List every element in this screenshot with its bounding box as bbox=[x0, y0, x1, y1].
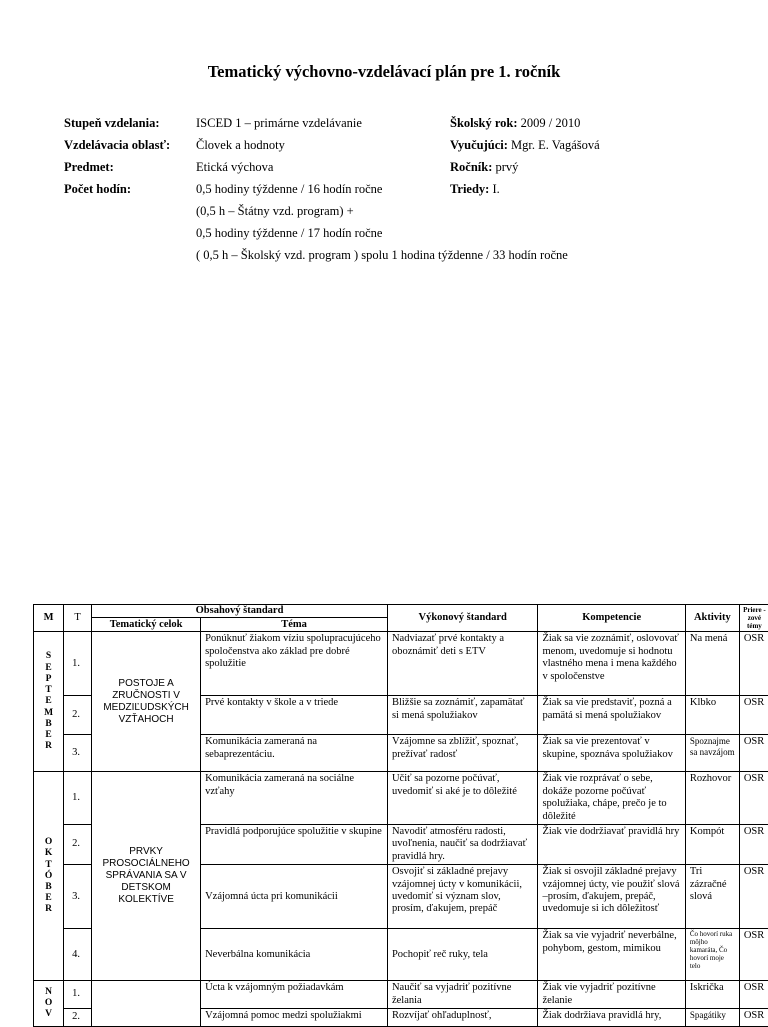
info-label: Vyučujúci: bbox=[450, 138, 508, 152]
vykon-cell: Nadviazať prvé kontakty a oboznámiť deti s ETV bbox=[387, 632, 538, 696]
hour-number: 1. bbox=[64, 981, 92, 1009]
vykon-cell: Učiť sa pozorne počúvať, uvedomiť si aké je to dôležité bbox=[387, 772, 538, 825]
tema-cell: Komunikácia zameraná na sebaprezentáciu. bbox=[201, 735, 388, 772]
celok-postoje: POSTOJE A ZRUČNOSTI V MEDZIĽUDSKÝCH VZŤAHOCH bbox=[92, 632, 201, 772]
prierez-cell: OSR bbox=[739, 1009, 768, 1027]
header-aktivity: Aktivity bbox=[685, 605, 739, 632]
komp-cell: Žiak vie vyjadriť pozitívne želanie bbox=[538, 981, 685, 1009]
info-value: Mgr. E. Vagášová bbox=[508, 138, 600, 152]
info-row-rocnik bbox=[450, 156, 600, 178]
komp-cell: Žiak sa vie vyjadriť neverbálne, pohybom, gestom, mimikou bbox=[538, 929, 685, 981]
tema-cell: Vzájomná úcta pri komunikácii bbox=[201, 865, 388, 929]
info-extra-line: ( 0,5 h – Školský vzd. program ) spolu 1 hodina týždenne / 33 hodín ročne bbox=[64, 244, 170, 266]
header-tema: Téma bbox=[201, 618, 388, 632]
hour-number: 4. bbox=[64, 929, 92, 981]
header-obsahovy: Obsahový štandard bbox=[92, 605, 388, 618]
aktivity-cell: Rozhovor bbox=[685, 772, 739, 825]
info-row-triedy bbox=[450, 178, 600, 200]
tema-cell: Ponúknuť žiakom víziu spolupracujúceho spoločenstva ako základ pre dobré spolužitie bbox=[201, 632, 388, 696]
komp-cell: Žiak vie rozprávať o sebe, dokáže pozorne počúvať spolužiaka, chápe, prečo je to dôležité bbox=[538, 772, 685, 825]
table-row bbox=[34, 981, 768, 1009]
hour-number: 2. bbox=[64, 696, 92, 735]
header-month: M bbox=[34, 605, 64, 632]
komp-cell: Žiak sa vie predstaviť, pozná a pamätá si mená spolužiakov bbox=[538, 696, 685, 735]
info-value: Človek a hodnoty bbox=[196, 134, 285, 156]
info-label: Ročník: bbox=[450, 160, 492, 174]
month-november: N O V bbox=[34, 981, 64, 1027]
info-label: Predmet: bbox=[64, 160, 114, 174]
prierez-cell: OSR bbox=[739, 825, 768, 865]
info-row-predmet bbox=[64, 156, 170, 178]
info-value: Etická výchova bbox=[196, 156, 273, 178]
hour-number: 1. bbox=[64, 772, 92, 825]
hour-number: 2. bbox=[64, 825, 92, 865]
prierez-cell: OSR bbox=[739, 735, 768, 772]
celok-prvky: PRVKY PROSOCIÁLNEHO SPRÁVANIA SA V DETSKOM KOLEKTÍVE bbox=[92, 772, 201, 981]
prierez-cell: OSR bbox=[739, 696, 768, 735]
info-value: 2009 / 2010 bbox=[518, 116, 581, 130]
info-extra-line: 0,5 hodiny týždenne / 17 hodín ročne bbox=[64, 222, 170, 244]
komp-cell: Žiak vie dodržiavať pravidlá hry bbox=[538, 825, 685, 865]
vykon-cell: Osvojiť si základné prejavy vzájomnej úcty v komunikácii, uvedomiť si význam slov, prosím, ďakujem, prepáč bbox=[387, 865, 538, 929]
info-label: Stupeň vzdelania: bbox=[64, 116, 160, 130]
aktivity-cell: Tri zázračné slová bbox=[685, 865, 739, 929]
vykon-cell: Vzájomne sa zblížiť, spoznať, prežívať radosť bbox=[387, 735, 538, 772]
info-row-stupen bbox=[64, 112, 170, 134]
hour-number: 3. bbox=[64, 865, 92, 929]
vykon-cell: Naučiť sa vyjadriť pozitívne želania bbox=[387, 981, 538, 1009]
komp-cell: Žiak sa vie zoznámiť, oslovovať menom, uvedomuje si hodnotu vlastného mena i mena každého v spoločenstve bbox=[538, 632, 685, 696]
prierez-cell: OSR bbox=[739, 772, 768, 825]
table-row bbox=[34, 632, 768, 696]
aktivity-cell: Spoznajme sa navzájom bbox=[685, 735, 739, 772]
tema-cell: Prvé kontakty v škole a v triede bbox=[201, 696, 388, 735]
aktivity-cell: Čo hovorí ruka môjho kamaráta, Čo hovorí moje telo bbox=[685, 929, 739, 981]
tema-cell: Úcta k vzájomným požiadavkám bbox=[201, 981, 388, 1009]
hour-number: 2. bbox=[64, 1009, 92, 1027]
prierez-cell: OSR bbox=[739, 929, 768, 981]
komp-cell: Žiak dodržiava pravidlá hry, bbox=[538, 1009, 685, 1027]
prierez-cell: OSR bbox=[739, 865, 768, 929]
header-hour: T bbox=[64, 605, 92, 632]
info-value: prvý bbox=[492, 160, 518, 174]
komp-cell: Žiak sa vie prezentovať v skupine, spoznáva spolužiakov bbox=[538, 735, 685, 772]
celok-empty bbox=[92, 981, 201, 1027]
month-oktober: O K T Ó B E R bbox=[34, 772, 64, 981]
info-value: 0,5 hodiny týždenne / 16 hodín ročne bbox=[196, 178, 382, 200]
prierez-cell: OSR bbox=[739, 632, 768, 696]
aktivity-cell: Iskrička bbox=[685, 981, 739, 1009]
aktivity-cell: Kompót bbox=[685, 825, 739, 865]
tema-cell: Komunikácia zameraná na sociálne vzťahy bbox=[201, 772, 388, 825]
vykon-cell: Navodiť atmosféru radosti, uvoľnenia, naučiť sa dodržiavať pravidlá hry. bbox=[387, 825, 538, 865]
tema-cell: Neverbálna komunikácia bbox=[201, 929, 388, 981]
plan-table bbox=[33, 604, 768, 1027]
tema-cell: Pravidlá podporujúce spolužitie v skupine bbox=[201, 825, 388, 865]
hour-number: 1. bbox=[64, 632, 92, 696]
header-row bbox=[34, 605, 768, 618]
hour-number: 3. bbox=[64, 735, 92, 772]
month-september: S E P T E M B E R bbox=[34, 632, 64, 772]
vykon-cell: Pochopiť reč ruky, tela bbox=[387, 929, 538, 981]
komp-cell: Žiak si osvojil základné prejavy vzájomnej úcty, vie použiť slová –prosím, ďakujem, prepáč, uvedomuje si ich dôležitosť bbox=[538, 865, 685, 929]
vykon-cell: Rozvíjať ohľaduplnosť, bbox=[387, 1009, 538, 1027]
table-row bbox=[34, 772, 768, 825]
info-right bbox=[450, 112, 600, 200]
page-title: Tematický výchovno-vzdelávací plán pre 1. ročník bbox=[0, 62, 768, 82]
info-value: I. bbox=[489, 182, 499, 196]
info-label: Počet hodín: bbox=[64, 182, 131, 196]
header-kompetencie: Kompetencie bbox=[538, 605, 685, 632]
aktivity-cell: Klbko bbox=[685, 696, 739, 735]
info-row-skolsky-rok bbox=[450, 112, 600, 134]
info-label: Triedy: bbox=[450, 182, 489, 196]
info-label: Vzdelávacia oblasť: bbox=[64, 138, 170, 152]
info-value: ISCED 1 – primárne vzdelávanie bbox=[196, 112, 362, 134]
prierez-cell: OSR bbox=[739, 981, 768, 1009]
header-celok: Tematický celok bbox=[92, 618, 201, 632]
aktivity-cell: Na mená bbox=[685, 632, 739, 696]
header-prierezove: Priere -zové témy bbox=[739, 605, 768, 632]
info-label: Školský rok: bbox=[450, 116, 518, 130]
header-vykonovy: Výkonový štandard bbox=[387, 605, 538, 632]
tema-cell: Vzájomná pomoc medzi spolužiakmi bbox=[201, 1009, 388, 1027]
info-extra-line: (0,5 h – Štátny vzd. program) + bbox=[64, 200, 170, 222]
info-left bbox=[64, 112, 170, 266]
info-row-pocet bbox=[64, 178, 170, 200]
aktivity-cell: Spagátiky bbox=[685, 1009, 739, 1027]
vykon-cell: Bližšie sa zoznámiť, zapamätať si mená spolužiakov bbox=[387, 696, 538, 735]
info-row-oblast bbox=[64, 134, 170, 156]
info-row-vyucujuci bbox=[450, 134, 600, 156]
